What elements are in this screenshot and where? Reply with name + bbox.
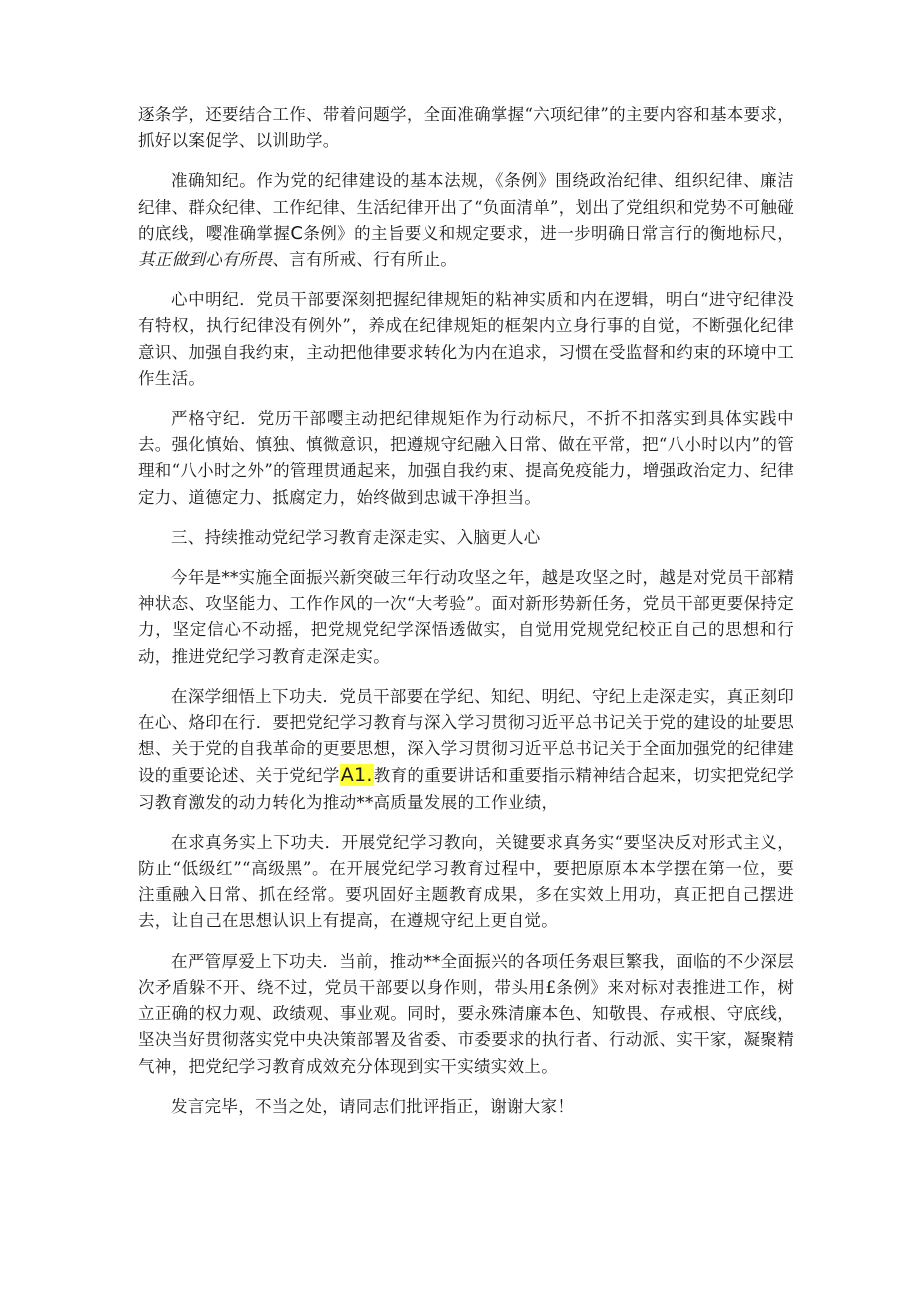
paragraph-seek-truth: 在求真务实上下功夫．开展党纪学习教向，关键要求真务实“要坚决反对形式主义，防止“低级红”“高级黑”。在开展党纪学习教育过程中，要把原原本本学摆在第一位，要注重融入日常、抓在经常。要巩固好主题教育成果，多在实效上用功，真正把自己摆进去，让自己在思想认识上有提高，在遵规守纪上更自觉。 xyxy=(138,832,794,931)
paragraph-closing: 发言完毕，不当之处，请同志们批评指正，谢谢大家！ xyxy=(171,1096,575,1116)
paragraph-strict-care: 在严管厚爱上下功夫．当前，推动**全面振兴的各项任务艰巨繁我，面临的不少深层次矛盾躲不开、绕不过，党员干部要以身作则，带头用£条例》来对标对表推进工作，树立正确的权力观、政绩观、事业观。同时，要永殊清廉本色、知敬畏、存戒根、守底线，坚决当好贯彻落实党中央决策部署及省委、市委要求的执行者、行动派、实干家，凝聚精气神，把党纪学习教育成效充分体现到实干实绩实效上。 xyxy=(138,951,794,1076)
paragraph-text: 准确知纪。作为党的纪律建设的基本法规，《条例》围绕政治纪律、组织纪律、廉洁纪律、群众纪律、工作纪律、生活纪律开出了“负面清单”，划出了党组织和党势不可触碰的底线，嘤准确掌握 xyxy=(138,171,794,243)
paragraph-this-year: 今年是**实施全面振兴新突破三年行动攻坚之年，越是攻坚之时，越是对党员干部精神状态、攻坚能力、工作作风的一次“大考验”。面对新形势新任务，党员干部更要保持定力，坚定信心不动摇，把党规党纪学深悟透做实，自觉用党规党纪校正自己的思想和行动，推进党纪学习教育走深走实。 xyxy=(138,568,794,666)
paragraph-text: 、言有所戒、行有所止。 xyxy=(272,250,458,270)
section-heading: 三、持续推动党纪学习教育走深走实、入脑更人心 xyxy=(171,527,541,547)
italic-phrase: 其正做到心有所畏 xyxy=(138,250,273,270)
paragraph-continued: 逐条学，还要结合工作、带着问题学，全面准确掌握“六项纪律”的主要内容和基本要求，抓好以案促学、以训助学。 xyxy=(138,105,794,151)
paragraph-know-discipline xyxy=(138,168,794,273)
inline-letter: C xyxy=(290,222,304,244)
paragraph-keep-discipline: 严格守纪．党历干部嘤主动把纪律规矩作为行动标尺，不折不扣落实到具体实践中去。强化慎始、慎独、慎微意识，把遵规守纪融入日常、做在平常，把“八小时以内”的管理和“八小时之外”的管理贯通起来，加强自我约束、提高免疫能力，增强政治定力、纪律定力、道德定力、抵腐定力，始终做到忠诚干净担当。 xyxy=(138,409,794,507)
paragraph-understand-discipline: 心中明纪．党员干部要深刻把握纪律规矩的粘神实质和内在逻辑，明白“进守纪律没有特权，执行纪律没有例外”，养成在纪律规矩的框架内立身行事的自觉，不断强化纪律意识、加强自我约束，主动把他律要求转化为内在追求，习惯在受监督和约束的环境中工作生活。 xyxy=(138,290,794,388)
paragraph-text: 教育的重要讲话和重要指示精神结合起来，切实把党纪学习教育激发的动力转化为推动**高质量发展的工作业绩， xyxy=(138,766,794,812)
paragraph-deep-study xyxy=(138,684,794,816)
highlight-mark: A1. xyxy=(340,764,373,787)
document-body xyxy=(138,102,794,1134)
paragraph-text: 条例》的主旨要义和规定要求，进一步明确日常言行的衡地标尺， xyxy=(303,223,795,243)
paragraph-text: 在深学细悟上下功夫．党员干部要在学纪、知纪、明纪、守纪上走深走实，真正刻印在心、烙印在行．要把党纪学习教育与深入学习贯彻习近平总书记关于党的建设的址要思想、关于党的自我革命的更要思想，深入学习贯彻习近平总书记关于全面加强党的纪律建设的重要论述、关于党纪学 xyxy=(138,686,794,786)
